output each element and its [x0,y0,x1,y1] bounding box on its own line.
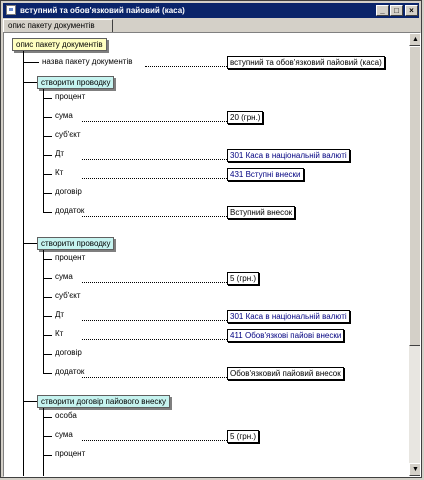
minimize-button[interactable]: _ [376,5,389,16]
tree-connector [43,455,52,456]
doc-name-leader [145,66,227,67]
field-label: суб'єкт [55,291,81,300]
tree-connector [23,401,37,402]
field-label: Кт [55,329,64,338]
tree-connector [23,62,39,63]
field-value[interactable]: Вступний внесок [227,206,295,219]
field-label: сума [55,430,73,439]
tree-connector [43,316,52,317]
field-label: додаток [55,367,85,376]
doc-name-value[interactable]: вступний та обов'язковий пайовий (каса) [227,56,385,69]
tab-document-description[interactable]: опис пакету документів [3,19,113,33]
tree-connector [43,436,52,437]
field-label: сума [55,272,73,281]
section-header[interactable]: створити проводку [37,76,114,89]
section-branch-line [43,408,44,476]
field-leader [82,377,227,378]
doc-name-label: назва пакету документів [42,57,133,66]
field-leader [82,178,227,179]
tree-view [3,32,421,477]
field-label: Кт [55,168,64,177]
tree-trunk-line [23,51,24,476]
tree-connector [43,373,52,374]
tree-connector [43,117,52,118]
tree-connector [43,155,52,156]
tree-connector [43,335,52,336]
field-label: договір [55,348,82,357]
maximize-button[interactable]: □ [390,5,403,16]
field-value[interactable]: 301 Каса в національній валюті [227,149,350,162]
field-label: сума [55,111,73,120]
field-label: особа [55,411,77,420]
field-value[interactable]: 20 (грн.) [227,111,263,124]
scroll-up-button[interactable]: ▲ [409,33,421,46]
field-label: процент [55,253,86,262]
field-value[interactable]: 5 (грн.) [227,430,259,443]
tree-connector [43,212,52,213]
field-leader [82,339,227,340]
tree-connector [43,354,52,355]
field-label: договір [55,187,82,196]
field-label: Дт [55,310,65,319]
field-leader [82,320,227,321]
title-bar[interactable] [3,3,419,18]
field-leader [82,282,227,283]
field-label: Дт [55,149,65,158]
tree-root-header[interactable]: опис пакету документів [12,38,107,51]
field-value[interactable]: 411 Обов'язкові пайові внески [227,329,344,342]
field-leader [82,121,227,122]
field-value[interactable]: 5 (грн.) [227,272,259,285]
scroll-thumb[interactable] [409,46,421,346]
section-header[interactable]: створити договір пайового внеску [37,395,170,408]
tree-connector [43,297,52,298]
field-value[interactable]: Обов'язковий пайовий внесок [227,367,344,380]
app-icon[interactable] [6,5,16,15]
field-label: процент [55,449,86,458]
field-leader [82,216,227,217]
tree-connector [43,417,52,418]
tree-connector [43,278,52,279]
section-header[interactable]: створити проводку [37,237,114,250]
scroll-down-button[interactable]: ▼ [409,463,421,476]
tree-connector [43,98,52,99]
tree-connector [43,259,52,260]
window-title: вступний та обов'язковий пайовий (каса) [20,6,185,15]
field-leader [82,440,227,441]
close-button[interactable]: × [405,5,418,16]
field-value[interactable]: 301 Каса в національній валюті [227,310,350,323]
field-label: додаток [55,206,85,215]
field-label: суб'єкт [55,130,81,139]
tree-connector [43,174,52,175]
tree-connector [23,82,37,83]
vertical-scrollbar[interactable] [409,33,421,476]
field-value[interactable]: 431 Вступні внески [227,168,304,181]
tree-connector [23,243,37,244]
tree-connector [43,136,52,137]
tree-connector [43,193,52,194]
field-label: процент [55,92,86,101]
field-leader [82,159,227,160]
